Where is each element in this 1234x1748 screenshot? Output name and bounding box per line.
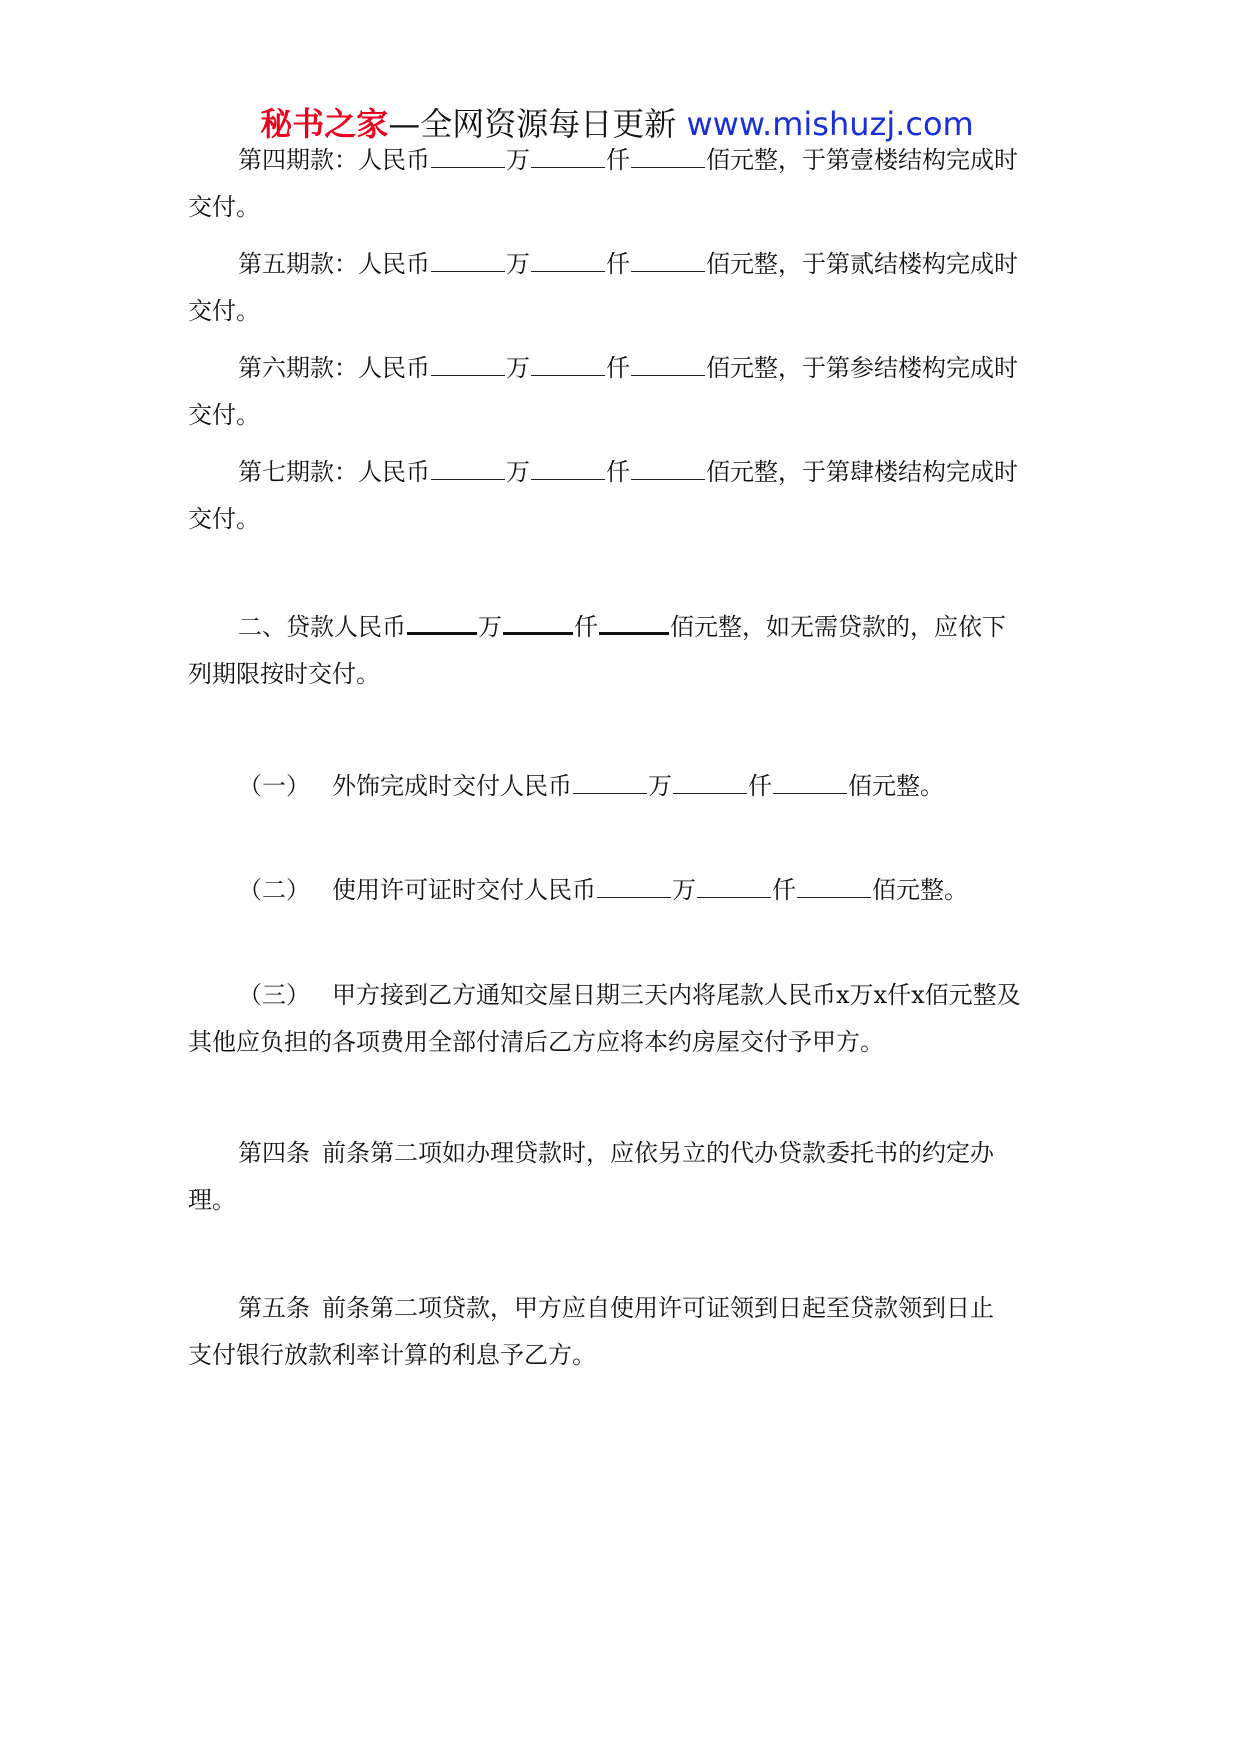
unit-qian: 仟 <box>606 146 630 174</box>
amount-blank-wan <box>431 345 505 376</box>
amount-blank-wan <box>431 449 505 480</box>
amount-blank-bai <box>631 137 705 168</box>
unit-qian: 仟 <box>574 613 598 641</box>
installment-tail: 佰元整，于第壹楼结构完成时 <box>706 146 1018 174</box>
amount-blank-wan <box>407 602 477 635</box>
installment-7-wrap: 交付。 <box>188 505 260 533</box>
amount-blank-qian <box>673 763 747 794</box>
amount-blank-qian <box>531 241 605 272</box>
installment-4-wrap: 交付。 <box>188 193 260 221</box>
loan-item-1 <box>188 757 1096 815</box>
unit-wan: 万 <box>648 772 672 800</box>
amount-blank-wan <box>431 137 505 168</box>
installment-tail: 佰元整，于第肆楼结构完成时 <box>706 458 1018 486</box>
installment-label: 第五期款：人民币 <box>238 250 430 278</box>
installment-tail: 佰元整，于第参结楼构完成时 <box>706 354 1018 382</box>
loan-item-label: 外饰完成时交付人民币 <box>332 772 572 800</box>
loan-item-text: 甲方接到乙方通知交屋日期三天内将尾款人民币x万x仟x佰元整及 <box>332 981 1021 1009</box>
amount-blank-bai <box>631 345 705 376</box>
amount-blank-qian <box>531 137 605 168</box>
unit-qian: 仟 <box>606 250 630 278</box>
article-number: 第四条 <box>238 1139 310 1167</box>
unit-qian: 仟 <box>772 876 796 904</box>
unit-wan: 万 <box>672 876 696 904</box>
brand-name: 秘书之家 <box>260 105 389 143</box>
unit-wan: 万 <box>506 354 530 382</box>
unit-wan: 万 <box>506 146 530 174</box>
article-4-line2: 理。 <box>188 1186 236 1214</box>
amount-blank-wan <box>431 241 505 272</box>
article-text: 前条第二项贷款，甲方应自使用许可证领到日起至贷款领到日止 <box>322 1294 994 1322</box>
installment-label: 第七期款：人民币 <box>238 458 430 486</box>
unit-wan: 万 <box>478 613 502 641</box>
unit-qian: 仟 <box>606 458 630 486</box>
amount-blank-bai <box>631 241 705 272</box>
unit-wan: 万 <box>506 458 530 486</box>
amount-blank-qian <box>697 867 771 898</box>
amount-blank-qian <box>503 602 573 635</box>
loan-label: 二、贷款人民币 <box>238 613 406 641</box>
article-text: 前条第二项如办理贷款时，应依另立的代办贷款委托书的约定办 <box>322 1139 994 1167</box>
loan-item-number: （二） <box>238 876 310 904</box>
loan-item-2 <box>188 861 1096 919</box>
amount-blank-bai <box>797 867 871 898</box>
installment-label: 第四期款：人民币 <box>238 146 430 174</box>
loan-tail: 佰元整，如无需贷款的，应依下 <box>670 613 1006 641</box>
loan-item-label: 使用许可证时交付人民币 <box>332 876 596 904</box>
loan-wrap: 列期限按时交付。 <box>188 660 380 688</box>
article-number: 第五条 <box>238 1294 310 1322</box>
header-url: www.mishuzj.com <box>686 105 974 143</box>
amount-blank-bai <box>599 602 669 635</box>
amount-blank-bai <box>631 449 705 480</box>
amount-blank-qian <box>531 449 605 480</box>
unit-wan: 万 <box>506 250 530 278</box>
installment-5-wrap: 交付。 <box>188 297 260 325</box>
loan-item-tail: 佰元整。 <box>848 772 944 800</box>
installment-tail: 佰元整，于第贰结楼构完成时 <box>706 250 1018 278</box>
amount-blank-qian <box>531 345 605 376</box>
header-tagline: —全网资源每日更新 <box>388 105 677 143</box>
article-5-line2: 支付银行放款利率计算的利息予乙方。 <box>188 1341 596 1369</box>
amount-blank-bai <box>773 763 847 794</box>
unit-qian: 仟 <box>748 772 772 800</box>
loan-item-number: （一） <box>238 772 310 800</box>
amount-blank-wan <box>573 763 647 794</box>
loan-item-number: （三） <box>238 981 310 1009</box>
installment-label: 第六期款：人民币 <box>238 354 430 382</box>
loan-item-3-line2: 其他应负担的各项费用全部付清后乙方应将本约房屋交付予甲方。 <box>188 1028 884 1056</box>
amount-blank-wan <box>597 867 671 898</box>
unit-qian: 仟 <box>606 354 630 382</box>
loan-item-tail: 佰元整。 <box>872 876 968 904</box>
installment-6-wrap: 交付。 <box>188 401 260 429</box>
